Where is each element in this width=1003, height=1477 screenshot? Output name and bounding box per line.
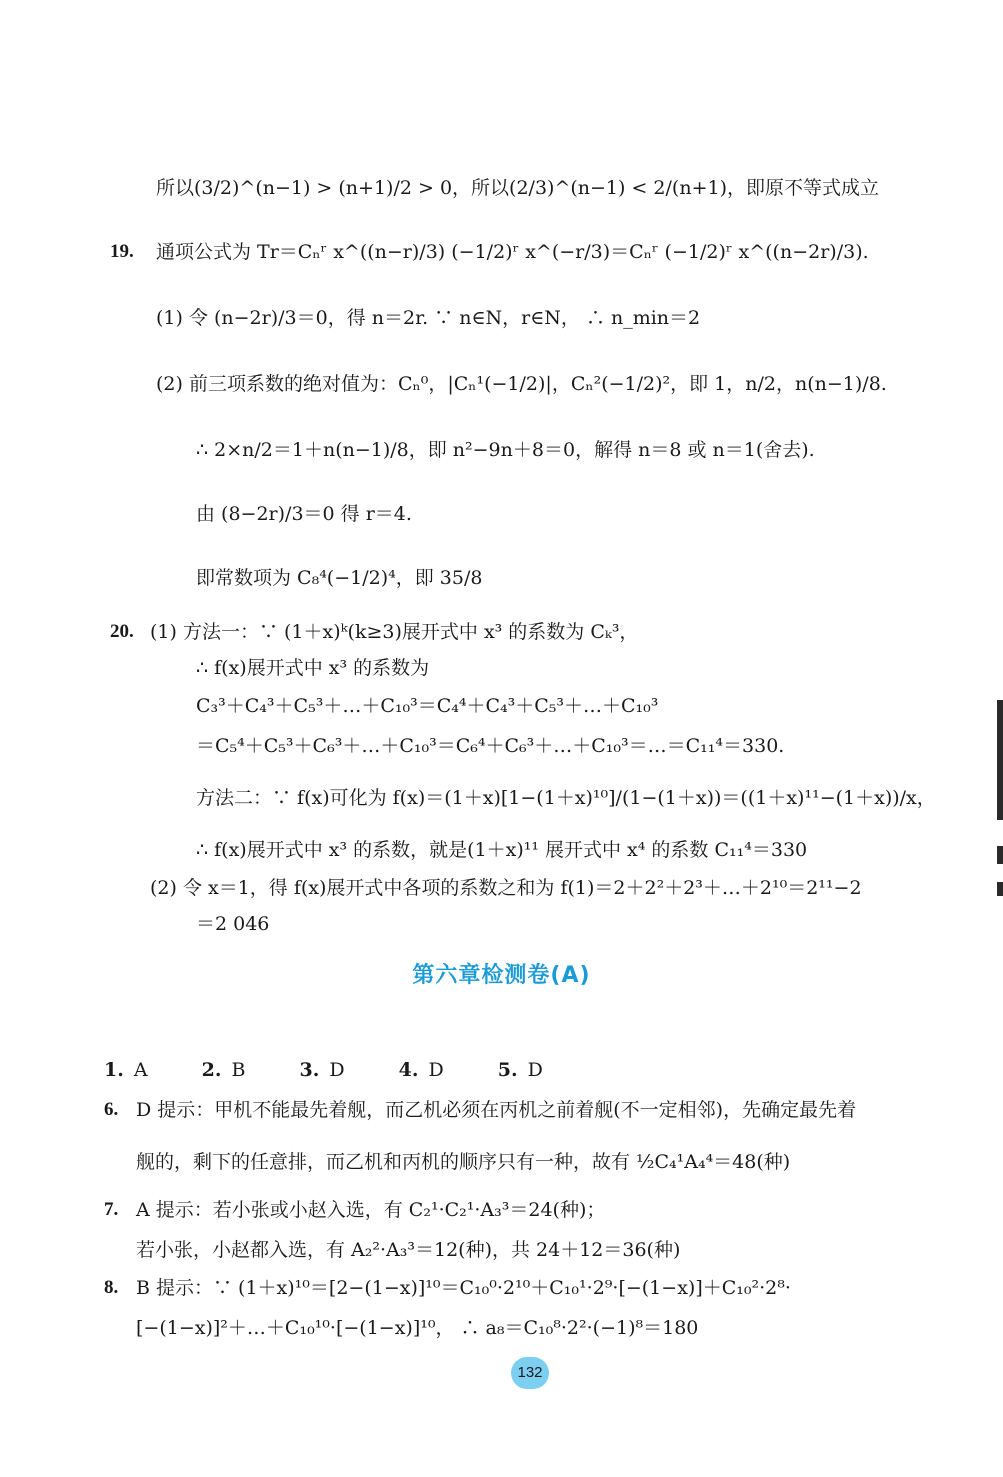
text-line: ∴ 2×n/2＝1＋n(n−1)/8，即 n²−9n＋8＝0，解得 n＝8 或 n＝1(舍去). (196, 439, 815, 461)
text-line: 所以(3/2)^(n−1) > (n+1)/2 > 0，所以(2/3)^(n−1) < 2/(n+1)，即原不等式成立 (156, 177, 879, 199)
text-line: 若小张，小赵都入选，有 A₂²·A₃³＝12(种)，共 24＋12＝36(种) (136, 1239, 681, 1261)
text-line: [−(1−x)]²＋…＋C₁₀¹⁰·[−(1−x)]¹⁰， ∴ a₈＝C₁₀⁸·2²·(−1)⁸＝180 (136, 1317, 699, 1339)
text-line: ∴ f(x)展开式中 x³ 的系数，就是(1＋x)¹¹ 展开式中 x⁴ 的系数 C₁₁⁴＝330 (196, 839, 808, 861)
answer-list (104, 1058, 591, 1083)
answer-item: 1. A (104, 1059, 148, 1081)
text-line: ＝C₅⁴＋C₅³＋C₆³＋…＋C₁₀³＝C₆⁴＋C₆³＋…＋C₁₀³＝…＝C₁₁⁴＝330. (196, 735, 785, 757)
text-line: 通项公式为 Tr＝Cₙʳ x^((n−r)/3) (−1/2)ʳ x^(−r/3)＝Cₙʳ (−1/2)ʳ x^((n−2r)/3). (156, 241, 869, 263)
answer-item: 3. D (299, 1059, 345, 1081)
text-line: 方法二：∵ f(x)可化为 f(x)＝(1＋x)[1−(1＋x)¹⁰]/(1−(1＋x))＝((1＋x)¹¹−(1＋x))/x， (196, 787, 936, 809)
problem-number: 7. (104, 1199, 119, 1220)
text-line: (1) 方法一：∵ (1＋x)ᵏ(k≥3)展开式中 x³ 的系数为 Cₖ³， (150, 621, 639, 643)
text-line: B 提示：∵ (1＋x)¹⁰＝[2−(1−x)]¹⁰＝C₁₀⁰·2¹⁰＋C₁₀¹·2⁹·[−(1−x)]＋C₁₀²·2⁸· (136, 1277, 791, 1299)
text-line: 舰的，剩下的任意排，而乙机和丙机的顺序只有一种，故有 ½C₄¹A₄⁴＝48(种) (136, 1151, 791, 1173)
text-line: ＝2 046 (196, 913, 270, 935)
problem-number: 6. (104, 1099, 119, 1120)
problem-number: 20. (110, 621, 134, 642)
problem-number: 19. (110, 241, 134, 262)
edge-tab (997, 882, 1003, 896)
text-line: D 提示：甲机不能最先着舰，而乙机必须在丙机之前着舰(不一定相邻)，先确定最先着 (136, 1099, 857, 1121)
text-line: 即常数项为 C₈⁴(−1/2)⁴，即 35/8 (196, 567, 483, 589)
text-line: (2) 前三项系数的绝对值为：Cₙ⁰，|Cₙ¹(−1/2)|，Cₙ²(−1/2)²，即 1，n/2，n(n−1)/8. (156, 373, 887, 395)
edge-tab (997, 846, 1003, 864)
problem-number: 8. (104, 1277, 119, 1298)
section-title: 第六章检测卷(A) (412, 963, 591, 988)
page-number: 132 (511, 1357, 549, 1389)
answer-item: 4. D (398, 1059, 444, 1081)
text-line: A 提示：若小张或小赵入选，有 C₂¹·C₂¹·A₃³＝24(种)； (136, 1199, 606, 1221)
answer-item: 5. D (497, 1059, 543, 1081)
edge-tab (997, 700, 1003, 820)
text-line: (1) 令 (n−2r)/3＝0，得 n＝2r. ∵ n∈N，r∈N， ∴ n_min＝2 (156, 307, 701, 329)
text-line: C₃³＋C₄³＋C₅³＋…＋C₁₀³＝C₄⁴＋C₄³＋C₅³＋…＋C₁₀³ (196, 695, 659, 717)
text-line: 由 (8−2r)/3＝0 得 r＝4. (196, 503, 412, 525)
text-line: (2) 令 x＝1，得 f(x)展开式中各项的系数之和为 f(1)＝2＋2²＋2³＋…＋2¹⁰＝2¹¹−2 (150, 877, 862, 899)
answer-item: 2. B (201, 1059, 246, 1081)
text-line: ∴ f(x)展开式中 x³ 的系数为 (196, 657, 430, 679)
